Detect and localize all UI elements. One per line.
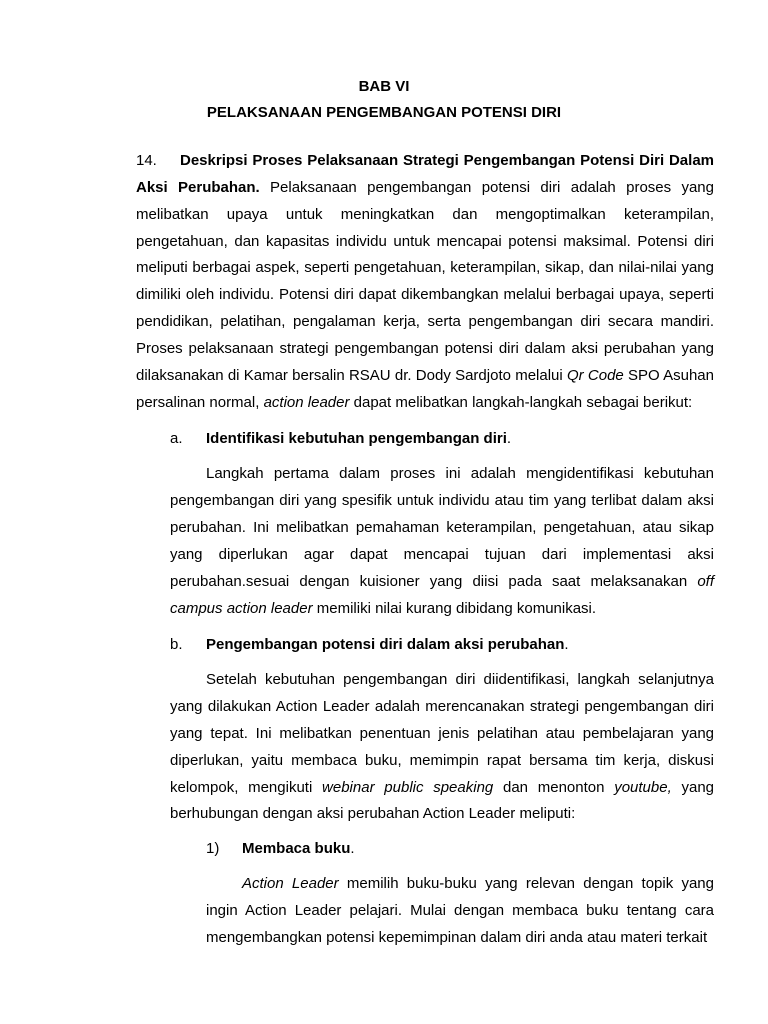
item-1-paragraph	[206, 871, 714, 952]
section-14-paragraph	[136, 148, 714, 416]
italic-term: Qr Code	[566, 366, 624, 384]
item-label: b.	[170, 636, 183, 654]
item-1-heading	[206, 836, 714, 863]
italic-term: Action Leader	[242, 875, 339, 893]
document-body	[136, 148, 714, 952]
chapter-title: PELAKSANAAN PENGEMBANGAN POTENSI DIRI	[206, 104, 562, 121]
italic-term: youtube,	[614, 778, 672, 796]
paragraph-text: yang berhubungan dengan aksi perubahan Action Leader meliputi:	[170, 778, 715, 823]
paragraph-text: Langkah pertama dalam proses ini adalah mengidentifikasi kebutuhan pengembangan diri yang spesifik untuk individu atau tim yang terlibat dalam aksi perubahan. Ini melibatkan pemahaman keterampilan, pengetahuan, atau sikap yang diperlukan agar dapat mencapai tujuan dari implementasi aksi perubahan.sesuai dengan kuisioner yang diisi pada saat melaksanakan	[170, 465, 714, 590]
item-heading: Pengembangan potensi diri dalam aksi perubahan	[206, 636, 565, 654]
italic-term: webinar public speaking	[322, 778, 494, 796]
paragraph-text: Pelaksanaan pengembangan potensi diri adalah proses yang melibatkan upaya untuk meningkatkan dan mengoptimalkan keterampilan, pengetahuan, dan kapasitas individu untuk mencapai potensi maksimal. Potensi diri meliputi berbagai aspek, seperti pengetahuan, keterampilan, sikap, dan nilai-nilai yang dimiliki oleh individu. Potensi diri dapat dikembangkan melalui berbagai upaya, seperti pendidikan, pelatihan, pengalaman kerja, serta pengembangan diri secara mandiri. Proses pelaksanaan strategi pengembangan potensi diri dalam aksi perubahan yang dilaksanakan di Kamar bersalin RSAU dr. Dody Sardjoto melalui	[136, 178, 714, 384]
paragraph-text: memilih buku-buku yang relevan dengan topik yang ingin Action Leader pelajari. Mulai dengan membaca buku tentang cara mengembangkan potensi kepemimpinan dalam diri anda atau materi terkait	[206, 875, 714, 946]
item-tail: .	[350, 840, 355, 858]
paragraph-text: memiliki nilai kurang dibidang komunikasi.	[312, 599, 597, 617]
item-tail: .	[506, 430, 512, 448]
paragraph-text: SPO Asuhan persalinan normal,	[136, 366, 714, 411]
item-a-heading	[170, 426, 714, 453]
item-a-paragraph	[170, 461, 714, 622]
italic-term: off campus action leader	[170, 572, 714, 617]
chapter-number: BAB VI	[358, 78, 410, 95]
item-label: 1)	[206, 840, 220, 858]
italic-term: action leader	[263, 393, 350, 411]
item-heading: Identifikasi kebutuhan pengembangan diri	[206, 430, 507, 448]
item-b-paragraph	[170, 667, 714, 828]
paragraph-text: Setelah kebutuhan pengembangan diri diidentifikasi, langkah selanjutnya yang dilakukan Action Leader adalah merencanakan strategi pengembangan diri yang tepat. Ini melibatkan penentuan jenis pelatihan atau pembelajaran yang diperlukan, yaitu membaca buku, memimpin rapat bersama tim kerja, diskusi kelompok, mengikuti	[170, 671, 714, 796]
section-number: 14.	[136, 152, 157, 169]
paragraph-text: dan menonton	[493, 778, 615, 796]
chapter-heading	[0, 74, 768, 126]
item-b-heading	[170, 632, 714, 659]
section-heading: Deskripsi Proses Pelaksanaan Strategi Pengembangan Potensi Diri Dalam Aksi Perubahan.	[136, 152, 714, 196]
paragraph-text: dapat melibatkan langkah-langkah sebagai berikut:	[349, 393, 693, 411]
item-tail: .	[564, 636, 569, 654]
item-label: a.	[170, 430, 183, 448]
item-heading: Membaca buku	[242, 840, 351, 858]
